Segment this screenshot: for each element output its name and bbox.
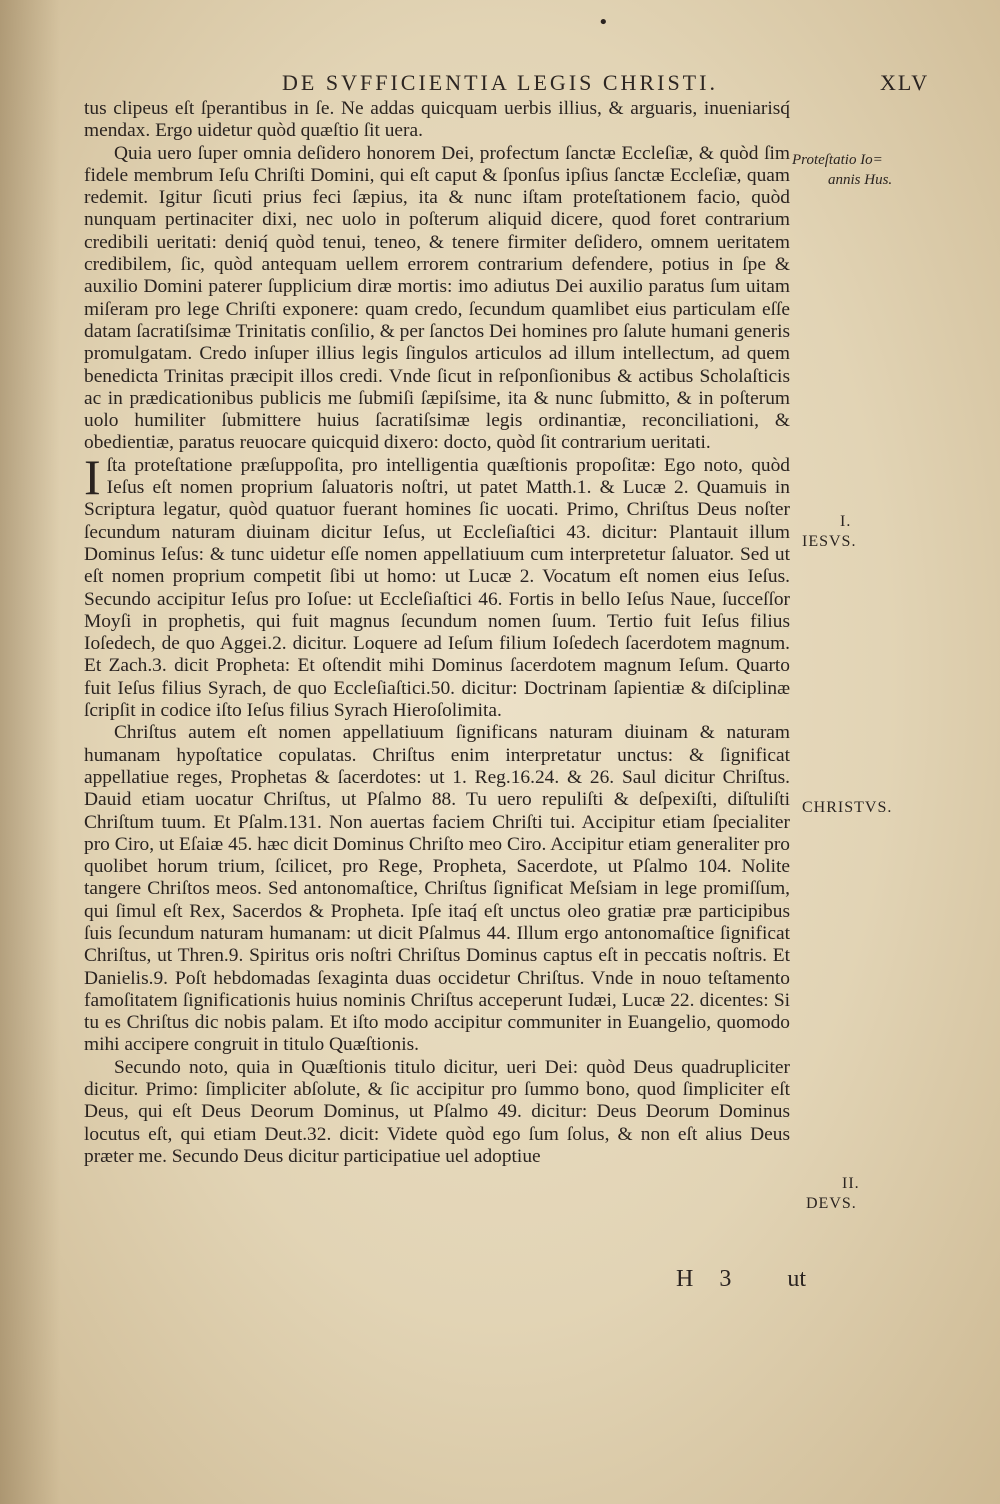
margin-note-christus: CHRISTVS. [802,799,893,816]
paragraph-1: tus clipeus eſt ſperantibus in ſe. Ne addas quicquam uerbis illius, & arguaris, inueniarisq́ mendax. Ergo uidetur quòd quæſtio ſit uera. [84,98,790,142]
paragraph-3-text: ſta proteſtatione præſuppoſita, pro intelligentia quæſtionis propoſitæ: Ego noto, quòd Ieſus eſt nomen proprium ſaluatoris noſtri, ut patet Matth.1. & Lucæ 2. Quamuis in Scriptura legatur, quòd quatuor fuerant homines ſic uocati. Primo, Chriſtus Deus noſter ſecundum naturam diuinam dicitur Ieſus, ut Eccleſiaſtici 43. dicitur: Plantauit illum Dominus Ieſus: & tunc uidetur eſſe nomen appellatiuum cum interpretetur ſaluator. Sed ut eſt nomen proprium competit ſibi ut homo: ut Lucæ 2. Vocatum eſt nomen eius Ieſus. Secundo accipitur Ieſus pro Ioſue: ut Eccleſiaſtici 46. Fortis in bello Ieſus Naue, ſucceſſor Moyſi in prophetis, qui fuit magnus ſecundum nomen ſuum. Tertio fuit Ieſus filius Ioſedech, de quo Aggei.2. dicitur. Loquere ad Ieſum filium Ioſedech ſacerdotem magnum. Et Zach.3. dicit Propheta: Et oſtendit mihi Dominus ſacerdotem magnum Ieſum. Quarto fuit Ieſus filius Syrach, de quo Eccleſiaſtici.50. dicitur: Doctrinam ſapientiæ & diſciplinæ ſcripſit in codice iſto Ieſus filius Syrach Hieroſolimita. [84,454,790,722]
margin-note-protestatio-line2: annis Hus. [828,172,893,188]
gutter-shadow [0,0,60,1504]
paragraph-4-christus: Chriſtus autem eſt nomen appellatiuum ſignificans naturam diuinam & naturam humanam hypoſtatice copulatas. Chriſtus enim interpretatur unctus: & ſignificat appellatiue reges, Prophetas & ſacerdotes: ut 1. Reg.16.24. & 26. Saul dicitur Chriſtus. Dauid etiam uocatur Chriſtus, ut Pſalmo 88. Tu uero repuliſti & deſpexiſti, diſtuliſti Chriſtum tuum. Et Pſalm.131. Non auertas faciem Chriſti tui. Accipitur etiam ſpecialiter pro Ciro, ut Eſaiæ 45. hæc dicit Dominus Chriſto meo Ciro. Accipitur etiam generaliter pro quolibet horum trium, ſcilicet, pro Rege, Propheta, Sacerdote, ut Pſalmo 104. Nolite tangere Chriſtos meos. Sed antonomaſtice, Chriſtus ſignificat Meſsiam in lege promiſſum, qui ſimul eſt Rex, Sacerdos & Propheta. Ipſe itaq́ eſt unctus oleo gratiæ præ participibus ſuis ſecundum naturam humanam: ut dicit Pſalmus 44. Illum ergo antonomaſtice ſignificat Chriſtus, ut Thren.9. Spiritus oris noſtri Chriſtus Dominus captus eſt in peccatis noſtris. Et Danielis.9. Poſt hebdomadas ſexaginta duas occidetur Chriſtus. Vnde in nouo teſtamento famoſitatem ſignificationis huius nominis Chriſtus acceperunt Iudæi, Lucæ 22. dicentes: Si tu es Chriſtus dic nobis palam. Et iſto modo accipitur communiter in Euangelio, quomodo mihi accipere congruit in titulo Quæſtionis. [84,722,790,1056]
paragraph-3-iesus [84,448,790,723]
paragraph-5-deus: Secundo noto, quia in Quæſtionis titulo dicitur, ueri Dei: quòd Deus quadrupliciter dicitur. Primo: ſimpliciter abſolute, & ſic accipitur pro ſummo bono, quod ſimpliciter eſt Deus, qui eſt Deus Deorum Dominus, ut Pſalmo 49. dicitur: Deus Deorum Dominus locutus eſt, qui etiam Deut.32. dicit: Videte quòd ego ſum ſolus, & non eſt alius Deus præter me. Secundo Deus dicitur participatiue uel adoptiue [84,1056,790,1167]
signature-mark [676,1266,806,1293]
margin-note-section-2-number: II. [842,1175,860,1192]
folio-number: XLV [880,70,930,95]
running-title: DE SVFFICIENTIA LEGIS CHRISTI. [282,70,718,95]
signature-text: H 3 [676,1266,742,1292]
ink-speck: • [598,12,609,33]
margin-note-section-1 [802,512,857,552]
main-text-column [84,98,790,1168]
drop-initial: I [84,448,101,505]
margin-note-section-1-number: I. [840,513,852,530]
margin-note-section-2 [806,1174,860,1214]
margin-note-protestatio [792,150,892,190]
paragraph-2-protestation: Quia uero ſuper omnia deſidero honorem Dei, profectum ſanctæ Eccleſiæ, & quòd ſim fidele membrum Ieſu Chriſti Domini, qui eſt caput & ſponſus ipſius ſanctæ Eccleſiæ, quam redemit. Igitur ſicuti prius feci ſæpius, ita & nunc iſtam proteſtationem facio, quòd nunquam pertinaciter dixi, nec uolo in poſterum aliquid dicere, quod foret contrarium credibili ueritati: deniq́ quòd tenui, teneo, & tenere firmiter deſidero, omnem ueritatem credibilem, ſic, quòd antequam uellem errorem contrarium defendere, potius in ſpe & auxilio Domini paterer ſupplicium diræ mortis: imo adiutus Dei auxilio paratus ſum uitam miſeram pro lege Chriſti exponere: quam credo, ſecundum quamlibet eius particulam eſſe datam ſacratiſsimæ Trinitatis conſilio, & per ſanctos Dei homines pro ſalute humani generis promulgatam. Credo inſuper illius legis ſingulos articulos ad illum intellectum, ad quem benedicta Trinitas præcipit illos credi. Vnde ſicut in reſponſionibus & actibus Scholaſticis ac in prædicationibus publicis me ſubmiſi ſæpiſsime, ita & nunc ſubmitto, & in poſterum uolo humiliter ſubmittere huius ſacratiſsimæ legis ordinantiæ, reconciliationi, & obedientiæ, paratus reuocare quicquid dixero: docto, quòd ſit contrarium ueritati. [84,142,791,454]
margin-note-protestatio-line1: Proteſtatio Io= [792,152,883,168]
catchword: ut [787,1266,807,1292]
margin-note-iesus: IESVS. [802,533,857,550]
margin-note-deus: DEVS. [806,1195,857,1212]
